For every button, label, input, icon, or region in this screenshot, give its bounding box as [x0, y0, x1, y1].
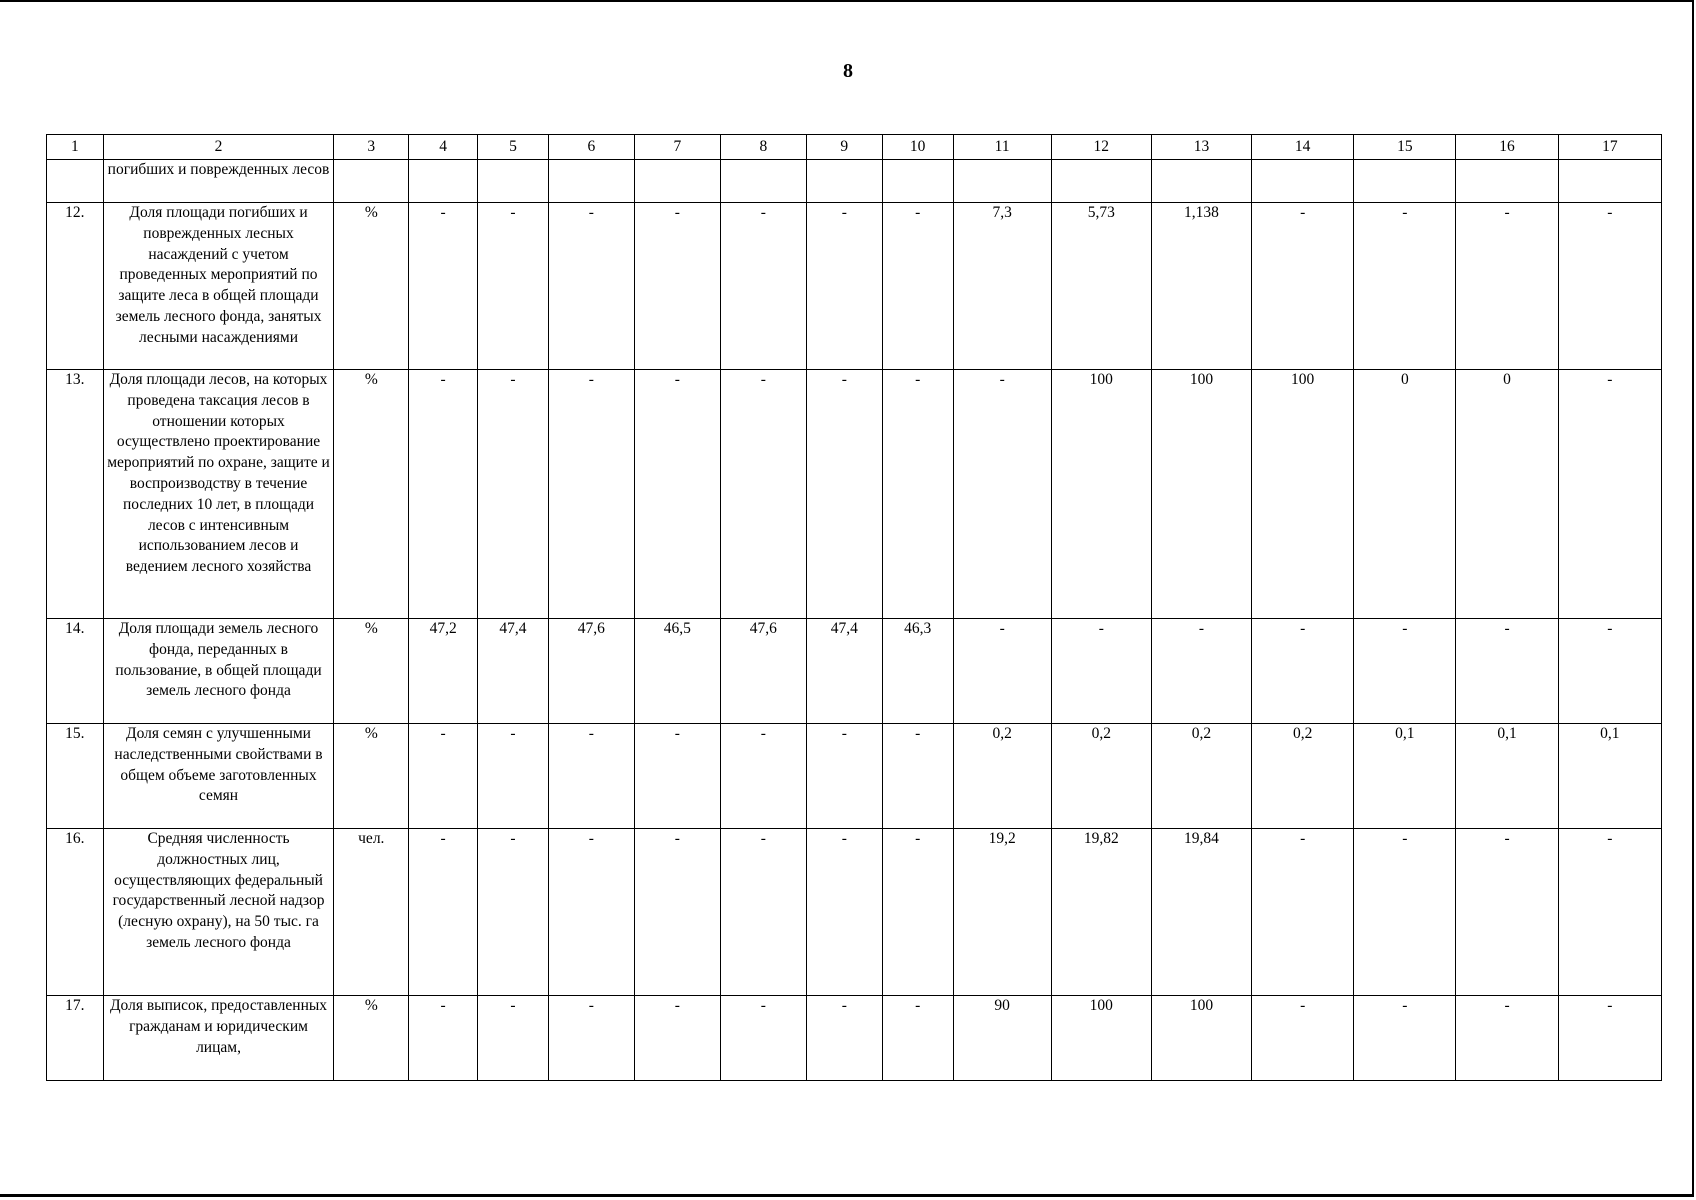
value-cell: 46,3 — [882, 619, 953, 724]
value-cell: - — [634, 370, 720, 619]
value-cell: - — [720, 203, 806, 370]
value-cell: - — [1456, 829, 1558, 996]
row-unit-cell: % — [334, 724, 409, 829]
table-row — [47, 996, 1662, 1081]
table-header-row — [47, 135, 1662, 160]
column-header-11: 11 — [953, 135, 1051, 160]
value-cell: 19,2 — [953, 829, 1051, 996]
value-cell: - — [478, 370, 549, 619]
value-cell: 0,1 — [1456, 724, 1558, 829]
column-header-17: 17 — [1558, 135, 1661, 160]
value-cell: - — [720, 996, 806, 1081]
value-cell: - — [478, 724, 549, 829]
column-header-6: 6 — [548, 135, 634, 160]
value-cell: 100 — [1252, 370, 1354, 619]
value-cell: - — [1151, 619, 1251, 724]
value-cell: - — [882, 203, 953, 370]
value-cell: - — [1252, 829, 1354, 996]
value-cell: - — [409, 370, 478, 619]
value-cell: 90 — [953, 996, 1051, 1081]
row-name-cell: Доля площади земель лесного фонда, переданных в пользование, в общей площади земель лесного фонда — [103, 619, 334, 724]
column-header-1: 1 — [47, 135, 104, 160]
value-cell: - — [1354, 829, 1456, 996]
table-row — [47, 724, 1662, 829]
row-name-cell: Доля семян с улучшенными наследственными свойствами в общем объеме заготовленных семян — [103, 724, 334, 829]
value-cell: 46,5 — [634, 619, 720, 724]
row-number-cell — [47, 160, 104, 203]
value-cell: - — [409, 996, 478, 1081]
row-name-cell: Доля выписок, предоставленных гражданам и юридическим лицам, — [103, 996, 334, 1081]
value-cell: - — [478, 829, 549, 996]
column-header-15: 15 — [1354, 135, 1456, 160]
data-table — [46, 134, 1662, 1081]
value-cell: - — [1252, 996, 1354, 1081]
value-cell: 0,2 — [1151, 724, 1251, 829]
value-cell: 100 — [1051, 996, 1151, 1081]
row-number-cell: 17. — [47, 996, 104, 1081]
row-number-cell: 14. — [47, 619, 104, 724]
value-cell: - — [720, 370, 806, 619]
value-cell: 7,3 — [953, 203, 1051, 370]
row-unit-cell: чел. — [334, 829, 409, 996]
value-cell: - — [1051, 619, 1151, 724]
value-cell: - — [1456, 619, 1558, 724]
value-cell: - — [953, 370, 1051, 619]
value-cell: - — [478, 203, 549, 370]
value-cell: - — [882, 996, 953, 1081]
column-header-9: 9 — [806, 135, 882, 160]
row-number-cell: 15. — [47, 724, 104, 829]
value-cell: - — [548, 996, 634, 1081]
value-cell: - — [548, 724, 634, 829]
column-header-5: 5 — [478, 135, 549, 160]
row-unit-cell: % — [334, 370, 409, 619]
value-cell: 0,2 — [953, 724, 1051, 829]
row-name-cell: Доля площади погибших и поврежденных лесных насаждений с учетом проведенных мероприятий по защите леса в общей площади земель лесного фонда, занятых лесными насаждениями — [103, 203, 334, 370]
value-cell: - — [1456, 203, 1558, 370]
table-row-continuation — [47, 160, 1662, 203]
value-cell: 5,73 — [1051, 203, 1151, 370]
value-cell: - — [409, 724, 478, 829]
value-cell: - — [548, 829, 634, 996]
value-cell: - — [1558, 619, 1661, 724]
value-cell: 0,2 — [1252, 724, 1354, 829]
column-header-10: 10 — [882, 135, 953, 160]
column-header-13: 13 — [1151, 135, 1251, 160]
row-unit-cell: % — [334, 203, 409, 370]
value-cell: - — [882, 370, 953, 619]
value-cell: 47,2 — [409, 619, 478, 724]
value-cell: - — [1558, 996, 1661, 1081]
value-cell: - — [634, 203, 720, 370]
value-cell: - — [548, 370, 634, 619]
value-cell: 100 — [1151, 370, 1251, 619]
value-cell: 0 — [1354, 370, 1456, 619]
column-header-12: 12 — [1051, 135, 1151, 160]
column-header-16: 16 — [1456, 135, 1558, 160]
row-unit-cell: % — [334, 619, 409, 724]
value-cell: - — [806, 370, 882, 619]
row-name-cell: Средняя численность должностных лиц, осуществляющих федеральный государственный лесной надзор (лесную охрану), на 50 тыс. га земель лесного фонда — [103, 829, 334, 996]
value-cell: - — [1558, 370, 1661, 619]
value-cell: - — [1354, 619, 1456, 724]
row-unit-cell: % — [334, 996, 409, 1081]
column-header-8: 8 — [720, 135, 806, 160]
value-cell: 47,4 — [806, 619, 882, 724]
page-number: 8 — [843, 60, 853, 82]
value-cell: - — [409, 829, 478, 996]
value-cell: - — [806, 996, 882, 1081]
value-cell: - — [1558, 829, 1661, 996]
row-number-cell: 12. — [47, 203, 104, 370]
value-cell: - — [409, 203, 478, 370]
value-cell: - — [806, 829, 882, 996]
value-cell: 19,84 — [1151, 829, 1251, 996]
value-cell: 1,138 — [1151, 203, 1251, 370]
table-row — [47, 619, 1662, 724]
row-number-cell: 16. — [47, 829, 104, 996]
table-row — [47, 203, 1662, 370]
value-cell: - — [1354, 203, 1456, 370]
value-cell: 19,82 — [1051, 829, 1151, 996]
value-cell: - — [953, 619, 1051, 724]
value-cell: - — [720, 829, 806, 996]
value-cell: - — [1252, 619, 1354, 724]
table-row — [47, 829, 1662, 996]
column-header-4: 4 — [409, 135, 478, 160]
value-cell: - — [478, 996, 549, 1081]
value-cell: 47,4 — [478, 619, 549, 724]
value-cell: - — [806, 203, 882, 370]
value-cell: 100 — [1051, 370, 1151, 619]
column-header-3: 3 — [334, 135, 409, 160]
value-cell: - — [882, 724, 953, 829]
value-cell: 47,6 — [720, 619, 806, 724]
table-row — [47, 370, 1662, 619]
value-cell: 100 — [1151, 996, 1251, 1081]
row-name-cell: Доля площади лесов, на которых проведена таксация лесов в отношении которых осуществлено проектирование мероприятий по охране, защите и воспроизводству в течение последних 10 лет, в площади лесов с интенсивным использованием лесов и ведением лесного хозяйства — [103, 370, 334, 619]
value-cell: 0,2 — [1051, 724, 1151, 829]
row-name-cell: погибших и поврежденных лесов — [103, 160, 334, 203]
row-number-cell: 13. — [47, 370, 104, 619]
value-cell: - — [720, 724, 806, 829]
value-cell: - — [1456, 996, 1558, 1081]
column-header-7: 7 — [634, 135, 720, 160]
column-header-2: 2 — [103, 135, 334, 160]
value-cell: - — [806, 724, 882, 829]
value-cell: - — [1252, 203, 1354, 370]
value-cell: - — [634, 724, 720, 829]
column-header-14: 14 — [1252, 135, 1354, 160]
value-cell: 0,1 — [1354, 724, 1456, 829]
value-cell: 0,1 — [1558, 724, 1661, 829]
value-cell: - — [1558, 203, 1661, 370]
value-cell: 47,6 — [548, 619, 634, 724]
value-cell: 0 — [1456, 370, 1558, 619]
value-cell: - — [882, 829, 953, 996]
table-body — [47, 160, 1662, 1081]
value-cell: - — [634, 829, 720, 996]
value-cell: - — [548, 203, 634, 370]
value-cell: - — [634, 996, 720, 1081]
value-cell: - — [1354, 996, 1456, 1081]
